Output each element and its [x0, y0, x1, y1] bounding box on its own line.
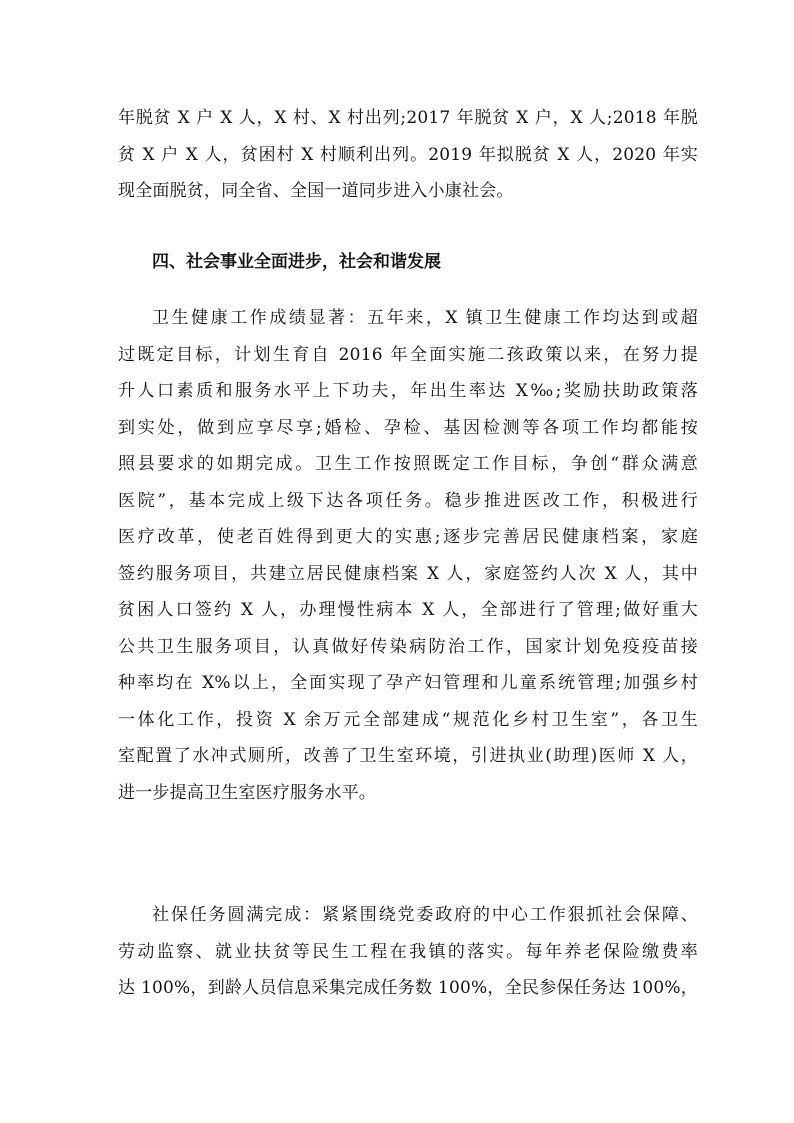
text-line: 医院”，基本完成上级下达各项任务。稳步推进医改工作，积极进行 — [118, 490, 698, 511]
text-line: 过既定目标，计划生育自 2016 年全面实施二孩政策以来，在努力提 — [118, 344, 698, 365]
text-line: 社保任务圆满完成：紧紧围绕党委政府的中心工作狠抓社会保障、 — [152, 905, 698, 925]
section-heading: 四、社会事业全面进步，社会和谐发展 — [152, 252, 441, 272]
text-line: 达 100%，到龄人员信息采集完成任务数 100%，全民参保任务达 100%， — [118, 978, 698, 998]
paragraph-poverty-alleviation — [118, 100, 698, 210]
text-line: 一体化工作，投资 X 余万元全部建成“规范化乡村卫生室”，各卫生 — [118, 709, 698, 730]
text-line: 年脱贫 X 户 X 人，X 村、X 村出列;2017 年脱贫 X 户，X 人;2018 年脱 — [118, 108, 698, 128]
text-line: 劳动监察、就业扶贫等民生工程在我镇的落实。每年养老保险缴费率 — [118, 941, 698, 962]
paragraph-health-work — [118, 300, 698, 811]
text-line: 现全面脱贫，同全省、全国一道同步进入小康社会。 — [118, 181, 514, 201]
text-line: 升人口素质和服务水平上下功夫，年出生率达 X‰;奖励扶助政策落 — [118, 381, 698, 401]
text-line: 签约服务项目，共建立居民健康档案 X 人，家庭签约人次 X 人，其中 — [118, 563, 698, 584]
text-line: 卫生健康工作成绩显著：五年来，X 镇卫生健康工作均达到或超 — [152, 308, 698, 328]
text-line: 贫困人口签约 X 人，办理慢性病本 X 人，全部进行了管理;做好重大 — [118, 600, 698, 620]
text-line: 进一步提高卫生室医疗服务水平。 — [118, 782, 376, 803]
text-line: 室配置了水冲式厕所，改善了卫生室环境，引进执业(助理)医师 X 人， — [118, 746, 698, 766]
text-line: 贫 X 户 X 人，贫困村 X 村顺利出列。2019 年拟脱贫 X 人，2020 年实 — [118, 144, 698, 165]
text-line: 医疗改革，使老百姓得到更大的实惠;逐步完善居民健康档案，家庭 — [118, 527, 698, 547]
paragraph-social-security — [118, 897, 698, 1007]
text-line: 种率均在 X%以上，全面实现了孕产妇管理和儿童系统管理;加强乡村 — [118, 673, 698, 693]
text-line: 到实处，做到应享尽享;婚检、孕检、基因检测等各项工作均都能按 — [118, 417, 698, 438]
text-line: 照县要求的如期完成。卫生工作按照既定工作目标，争创“群众满意 — [118, 454, 698, 474]
text-line: 公共卫生服务项目，认真做好传染病防治工作，国家计划免疫疫苗接 — [118, 636, 698, 657]
